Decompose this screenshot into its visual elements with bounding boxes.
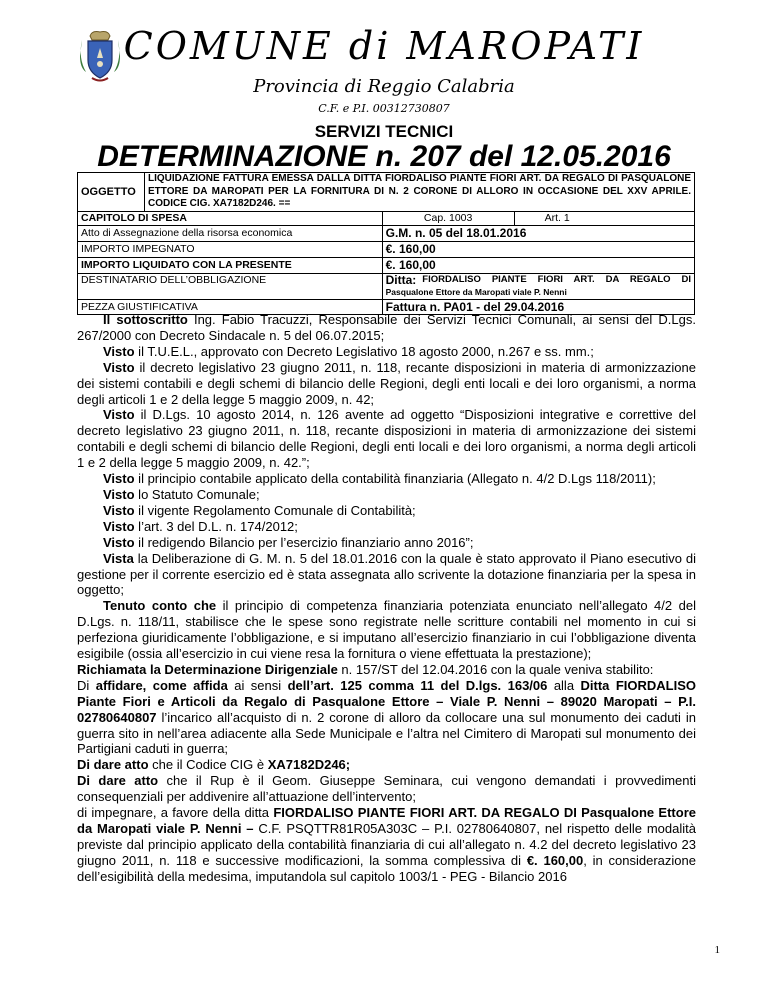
text: Di	[77, 677, 96, 693]
bold-text: Visto	[103, 534, 135, 550]
bold-text: Vista	[103, 550, 134, 566]
paragraph	[77, 519, 696, 535]
text: il D.Lgs. 10 agosto 2014, n. 126 avente ad oggetto “Disposizioni integrative e correttive del decreto legislativo 23 giugno 2011, n. 118, recante disposizioni in materia di armonizzazione dei sistemi contabili e degli schemi di bilancio delle Regioni, degli enti locali e dei loro organismi, a norma degli articoli 1 e 2 della legge 5 maggio 2009, n. 42.”;	[77, 407, 696, 471]
liquidato-label: IMPORTO LIQUIDATO CON LA PRESENTE	[78, 257, 383, 273]
text: la Deliberazione di G. M. n. 5 del 18.01.2016 con la quale è stato approvato il Piano esecutivo di gestione per il corrente esercizio ed è stata assegnata allo scrivente la dotazione finanziaria per la spesa in oggetto;	[77, 550, 696, 598]
bold-text: Tenuto conto che	[103, 598, 217, 614]
paragraph	[77, 487, 696, 503]
paragraph	[77, 662, 696, 678]
bold-text: FIORDALISO PIANTE FIORI ART. DA REGALO DI Pasqualone Ettore da Maropati viale P. Nenni –	[77, 805, 696, 836]
destinatario-label: DESTINATARIO DELL’OBBLIGAZIONE	[78, 273, 383, 299]
text: il principio di competenza finanziaria potenziata enunciato nell’allegato 4/2 del D.Lgs. n. 118/11, stabilisce che le spese sono registrate nelle scritture contabili nel momento in cui si perfeziona giuridicamente l’obbligazione, e si imputano all’esercizio finanziario in cui l’obbligazione diventa esigibile (ossia all’esercizio in cui viene resa la fornitura o viene effettuata la prestazione);	[77, 598, 696, 662]
text: lo Statuto Comunale;	[134, 486, 260, 502]
text: ai sensi	[227, 677, 288, 693]
bold-text: €. 160,00	[526, 852, 584, 868]
text: l’art. 3 del D.L. n. 174/2012;	[134, 518, 298, 534]
bold-text: Visto	[103, 486, 135, 502]
paragraph	[77, 805, 696, 885]
ditta-address: Pasqualone Ettore da Maropati viale P. Nenni	[385, 287, 567, 298]
text: il decreto legislativo 23 giugno 2011, n. 118, recante disposizioni in materia di armonizzazione dei sistemi contabili e degli schemi di bilancio delle Regioni, degli enti locali e dei loro organismi, a norma degli articoli 1 e 2 della legge 5 maggio 2009, n. 42;	[77, 359, 696, 407]
ditta-prefix: Ditta:	[385, 273, 417, 288]
document-body	[77, 312, 696, 885]
liquidato-value: €. 160,00	[382, 257, 694, 273]
text: , in considerazione dell’esigibilità della medesima, imputandola sul capitolo 1003/1 - PEG - Bilancio 2016	[77, 852, 696, 884]
text: il principio contabile applicato della contabilità finanziaria (Allegato n. 4/2 D.Lgs 118/2011);	[134, 471, 656, 487]
bold-text: Di dare atto	[77, 773, 159, 789]
paragraph	[77, 471, 696, 487]
text: il vigente Regolamento Comunale di Contabilità;	[134, 502, 416, 518]
oggetto-text: LIQUIDAZIONE FATTURA EMESSA DALLA DITTA FIORDALISO PIANTE FIORI ART. DA REGALO DI PASQUALONE ETTORE DA MAROPATI PER LA FORNITURA DI N. 2 CORONE DI ALLORO IN OCCASIONE DEL XXV APRILE. CODICE CIG. XA7182D246. ==	[145, 173, 695, 212]
municipality-title: COMUNE di MAROPATI	[123, 24, 645, 68]
paragraph	[77, 407, 696, 471]
text: n. 157/ST del 12.04.2016 con la quale veniva stabilito:	[337, 661, 654, 677]
art-value: Art. 1	[514, 211, 694, 225]
ditta-name: FIORDALISO PIANTE FIORI ART. DA REGALO DI	[422, 274, 691, 286]
pezza-label: PEZZA GIUSTIFICATIVA	[78, 299, 383, 314]
info-table	[77, 172, 695, 315]
department-title: SERVIZI TECNICI	[314, 122, 454, 141]
paragraph	[77, 535, 696, 551]
bold-text: Visto	[103, 471, 135, 487]
bold-text: dell’art. 125 comma 11 del D.lgs. 163/06	[287, 677, 548, 693]
text: alla	[547, 677, 581, 693]
cap-value: Cap. 1003	[382, 211, 514, 225]
paragraph	[77, 598, 696, 662]
bold-text: Di dare atto	[77, 757, 149, 773]
paragraph	[77, 344, 696, 360]
text: il T.U.E.L., approvato con Decreto Legislativo 18 agosto 2000, n.267 e ss. mm.;	[134, 343, 594, 359]
province-subtitle: Provincia di Reggio Calabria	[253, 76, 515, 97]
paragraph	[77, 773, 696, 805]
bold-text: Visto	[103, 343, 135, 359]
bold-text: Ditta FIORDALISO Piante Fiori e Articoli da Regalo di Pasqualone Ettore – Viale P. Nenni – 89020 Maropati – P.I. 02780640807	[77, 677, 696, 725]
destinatario-value	[382, 273, 694, 299]
bold-text: affidare, come affida	[95, 677, 228, 693]
paragraph	[77, 551, 696, 599]
text: Ing. Fabio Tracuzzi, Responsabile dei Servizi Tecnici Comunali, ai sensi del D.Lgs. 267/2000 con Decreto Sindacale n. 5 del 06.07.2015;	[77, 312, 696, 343]
text: di impegnare, a favore della ditta	[77, 805, 274, 821]
impegnato-label: IMPORTO IMPEGNATO	[78, 241, 383, 257]
pezza-value: Fattura n. PA01 - del 29.04.2016	[382, 299, 694, 314]
bold-text: Richiamata la Determinazione Dirigenziale	[77, 661, 338, 677]
bold-text: Visto	[103, 518, 135, 534]
atto-label: Atto di Assegnazione della risorsa economica	[78, 225, 383, 241]
tax-code: C.F. e P.I. 00312730807	[318, 102, 450, 115]
text: l’incarico all’acquisto di n. 2 corone di alloro da collocare una sul monumento dei caduti in guerra sito in nell’area adiacente alla Sede Municipale e l’altra nel Cimitero di Maropati sul monumento dei Partigiani caduti in guerra;	[77, 709, 696, 757]
text: che il Codice CIG è	[148, 757, 268, 773]
paragraph	[77, 360, 696, 408]
determination-title: DETERMINAZIONE n. 207 del 12.05.2016	[97, 140, 671, 173]
page-number: 1	[714, 944, 720, 956]
bold-text: Visto	[103, 502, 135, 518]
bold-text: Visto	[103, 407, 135, 423]
bold-text: XA7182D246;	[267, 757, 351, 773]
paragraph	[77, 757, 696, 773]
text: C.F. PSQTTR81R05A303C – P.I. 02780640807, nel rispetto delle modalità previste dal principio applicato della contabilità finanziaria di cui all’allegato n. 4.2 del decreto legislativo 23 giugno 2011, n. 118 e successive modificazioni, la somma complessiva di	[77, 821, 696, 868]
oggetto-label: OGGETTO	[78, 173, 145, 212]
paragraph	[77, 678, 696, 758]
paragraph	[77, 503, 696, 519]
impegnato-value: €. 160,00	[382, 241, 694, 257]
text: che il Rup è il Geom. Giuseppe Seminara, cui vengono demandati i provvedimenti consequenziali per addivenire all’attuazione dell’intervento;	[77, 773, 697, 805]
text: il redigendo Bilancio per l’esercizio finanziario anno 2016”;	[134, 534, 474, 550]
bold-text: Il sottoscritto	[103, 312, 188, 327]
paragraph	[77, 312, 696, 344]
atto-value: G.M. n. 05 del 18.01.2016	[382, 225, 694, 241]
capitolo-label: CAPITOLO DI SPESA	[78, 211, 383, 225]
bold-text: Visto	[103, 359, 135, 375]
